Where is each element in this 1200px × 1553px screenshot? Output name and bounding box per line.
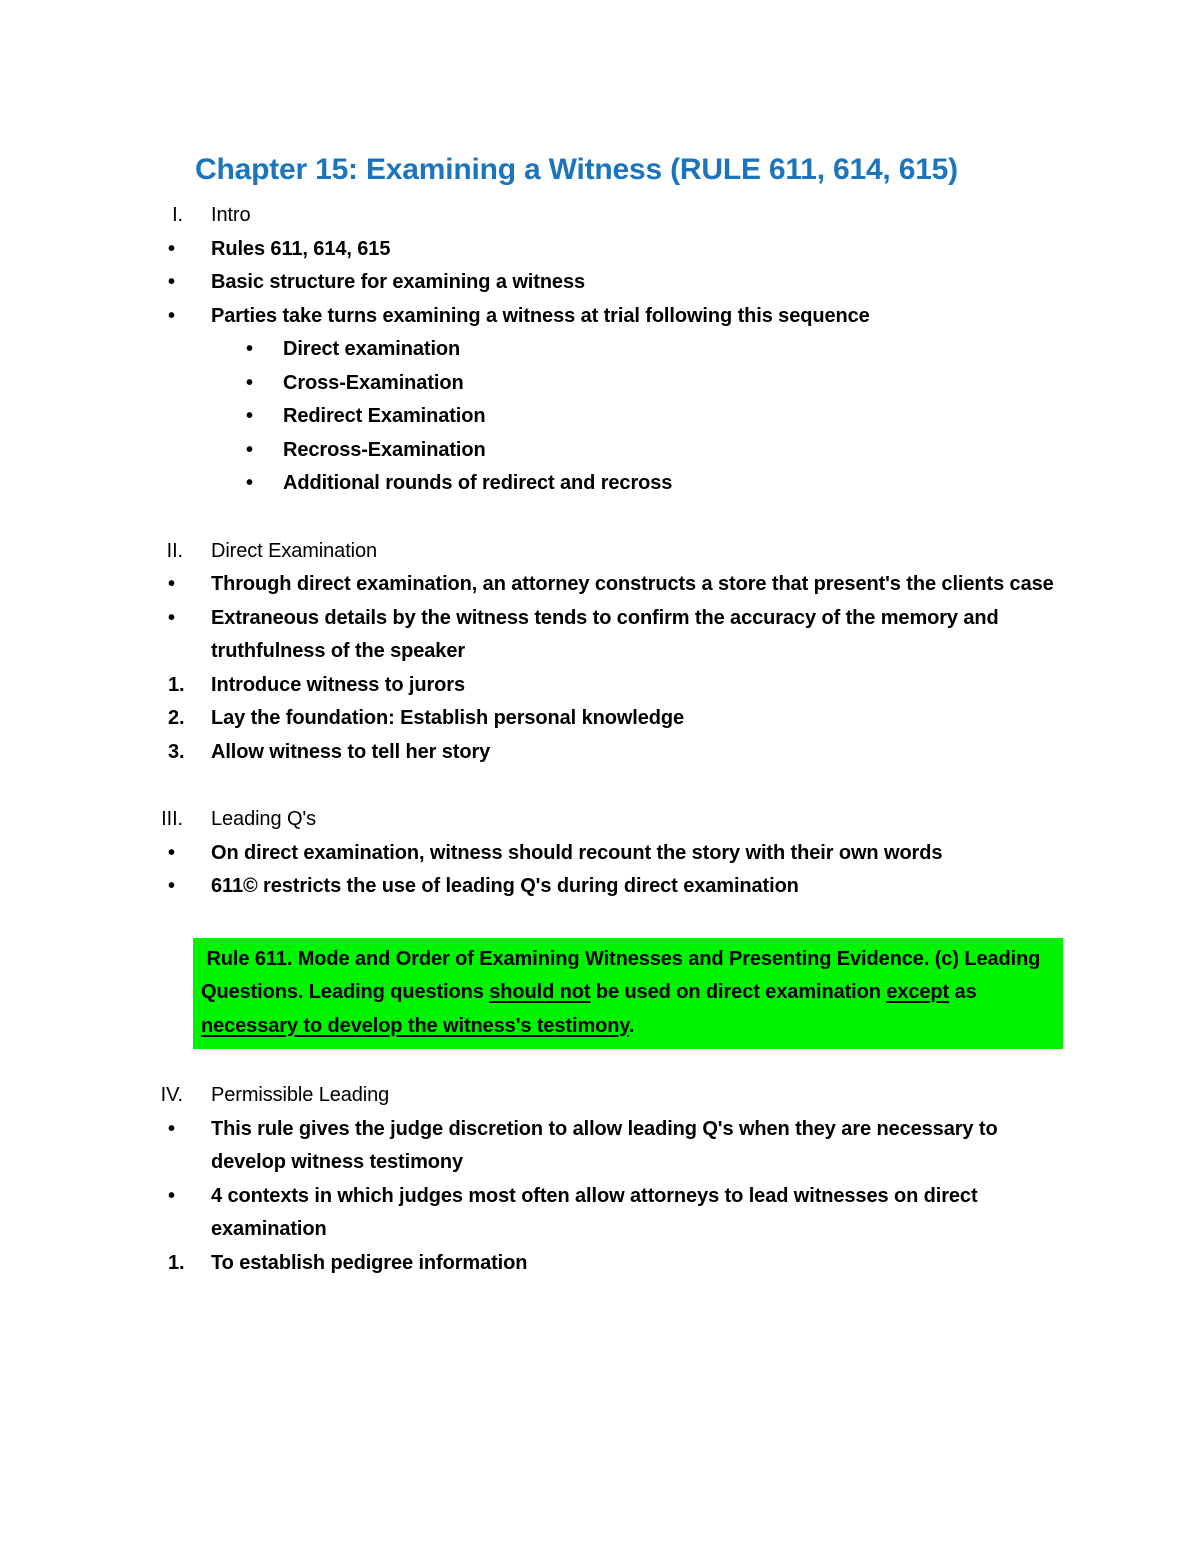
section-heading-permissible-leading [150,1079,1080,1113]
section-heading-leading-qs [150,803,1080,837]
list-item [150,870,1080,904]
bullet-icon: • [246,338,253,360]
bullet-icon: • [168,271,175,293]
sub-list-item-text: Recross-Examination [283,438,486,461]
numbered-item [150,669,1080,703]
bullet-icon: • [168,237,175,260]
bullet-icon: • [246,371,253,394]
numbered-item-text: To establish pedigree information [211,1251,528,1274]
list-item [150,602,1080,669]
item-number: 2. [168,707,185,729]
section-numeral: IV. [160,1084,183,1106]
numbered-item-text: Introduce witness to jurors [211,673,465,696]
section-heading-text: Intro [211,204,251,226]
list-item [150,266,1080,300]
section-heading-text: Direct Examination [211,539,378,562]
list-item [150,300,1080,334]
bullet-icon: • [168,875,175,897]
bullet-icon: • [168,1184,175,1207]
bullet-icon: • [246,472,253,494]
list-item-text: Rules 611, 614, 615 [211,237,391,260]
numbered-item [150,1247,1080,1281]
page-title: Chapter 15: Examining a Witness (RULE 611, 614, 615) [195,153,958,186]
bullet-icon: • [246,405,253,427]
list-item [150,837,1080,871]
sub-list-item [211,434,1080,468]
bullet-icon: • [168,841,175,864]
list-item-text: Extraneous details by the witness tends to confirm the accuracy of the memory and truthfulness of the speaker [211,606,999,662]
sub-list-item-text: Direct examination [283,338,461,360]
section-heading-text: Permissible Leading [211,1084,390,1106]
bullet-icon: • [168,606,175,629]
sub-list-item [211,467,1080,501]
section-spacer [150,501,1080,535]
bullet-icon: • [168,1117,175,1140]
bullet-icon: • [168,573,175,595]
rule-text: . [628,1014,635,1037]
item-number: 3. [168,740,185,763]
section-numeral: III. [161,808,183,830]
bullet-icon: • [168,304,175,327]
sub-list-item [211,367,1080,401]
sub-list-item-text: Additional rounds of redirect and recross [283,472,673,494]
bullet-icon: • [246,438,253,461]
sub-list-item-text: Redirect Examination [283,405,486,427]
list-item [150,568,1080,602]
list-item-text: 611© restricts the use of leading Q's during direct examination [211,875,799,897]
numbered-item [150,702,1080,736]
sub-list-item-text: Cross-Examination [283,371,464,394]
rule-text: Rule 611. Mode and Order of Examining Witnesses and Presenting Evidence. (c) Leading Questions. Leading questions [201,947,1041,1003]
rule-text-underlined: should not [489,981,591,1003]
list-item-text: On direct examination, witness should recount the story with their own words [211,841,943,864]
list-item-text: 4 contexts in which judges most often allow attorneys to lead witnesses on direct examination [211,1184,978,1240]
list-item-text: Basic structure for examining a witness [211,271,586,293]
list-item [150,1113,1080,1180]
sub-list-item [211,400,1080,434]
section-numeral: II. [166,539,183,562]
list-item-text: Parties take turns examining a witness at trial following this sequence [211,304,870,327]
sub-list-item [211,333,1080,367]
numbered-item-text: Allow witness to tell her story [211,740,491,763]
item-number: 1. [168,1251,185,1274]
rule-611-highlight-box [193,938,1063,1050]
section-spacer [150,769,1080,803]
list-item-text: Through direct examination, an attorney constructs a store that present's the clients case [211,573,1054,595]
list-item [150,1180,1080,1247]
list-item-text: This rule gives the judge discretion to allow leading Q's when they are necessary to develop witness testimony [211,1117,998,1173]
section-heading-intro [150,199,1080,233]
list-item [150,233,1080,267]
section-numeral: I. [172,204,183,226]
rule-text: be used on direct examination [590,981,887,1003]
numbered-item-text: Lay the foundation: Establish personal knowledge [211,707,685,729]
numbered-item [150,736,1080,770]
rule-text: as [949,981,977,1003]
item-number: 1. [168,673,185,696]
section-heading-direct-examination [150,535,1080,569]
section-heading-text: Leading Q's [211,808,317,830]
rule-text-underlined: except [886,981,950,1003]
rule-text-underlined: necessary to develop the witness's testimony [201,1014,629,1037]
